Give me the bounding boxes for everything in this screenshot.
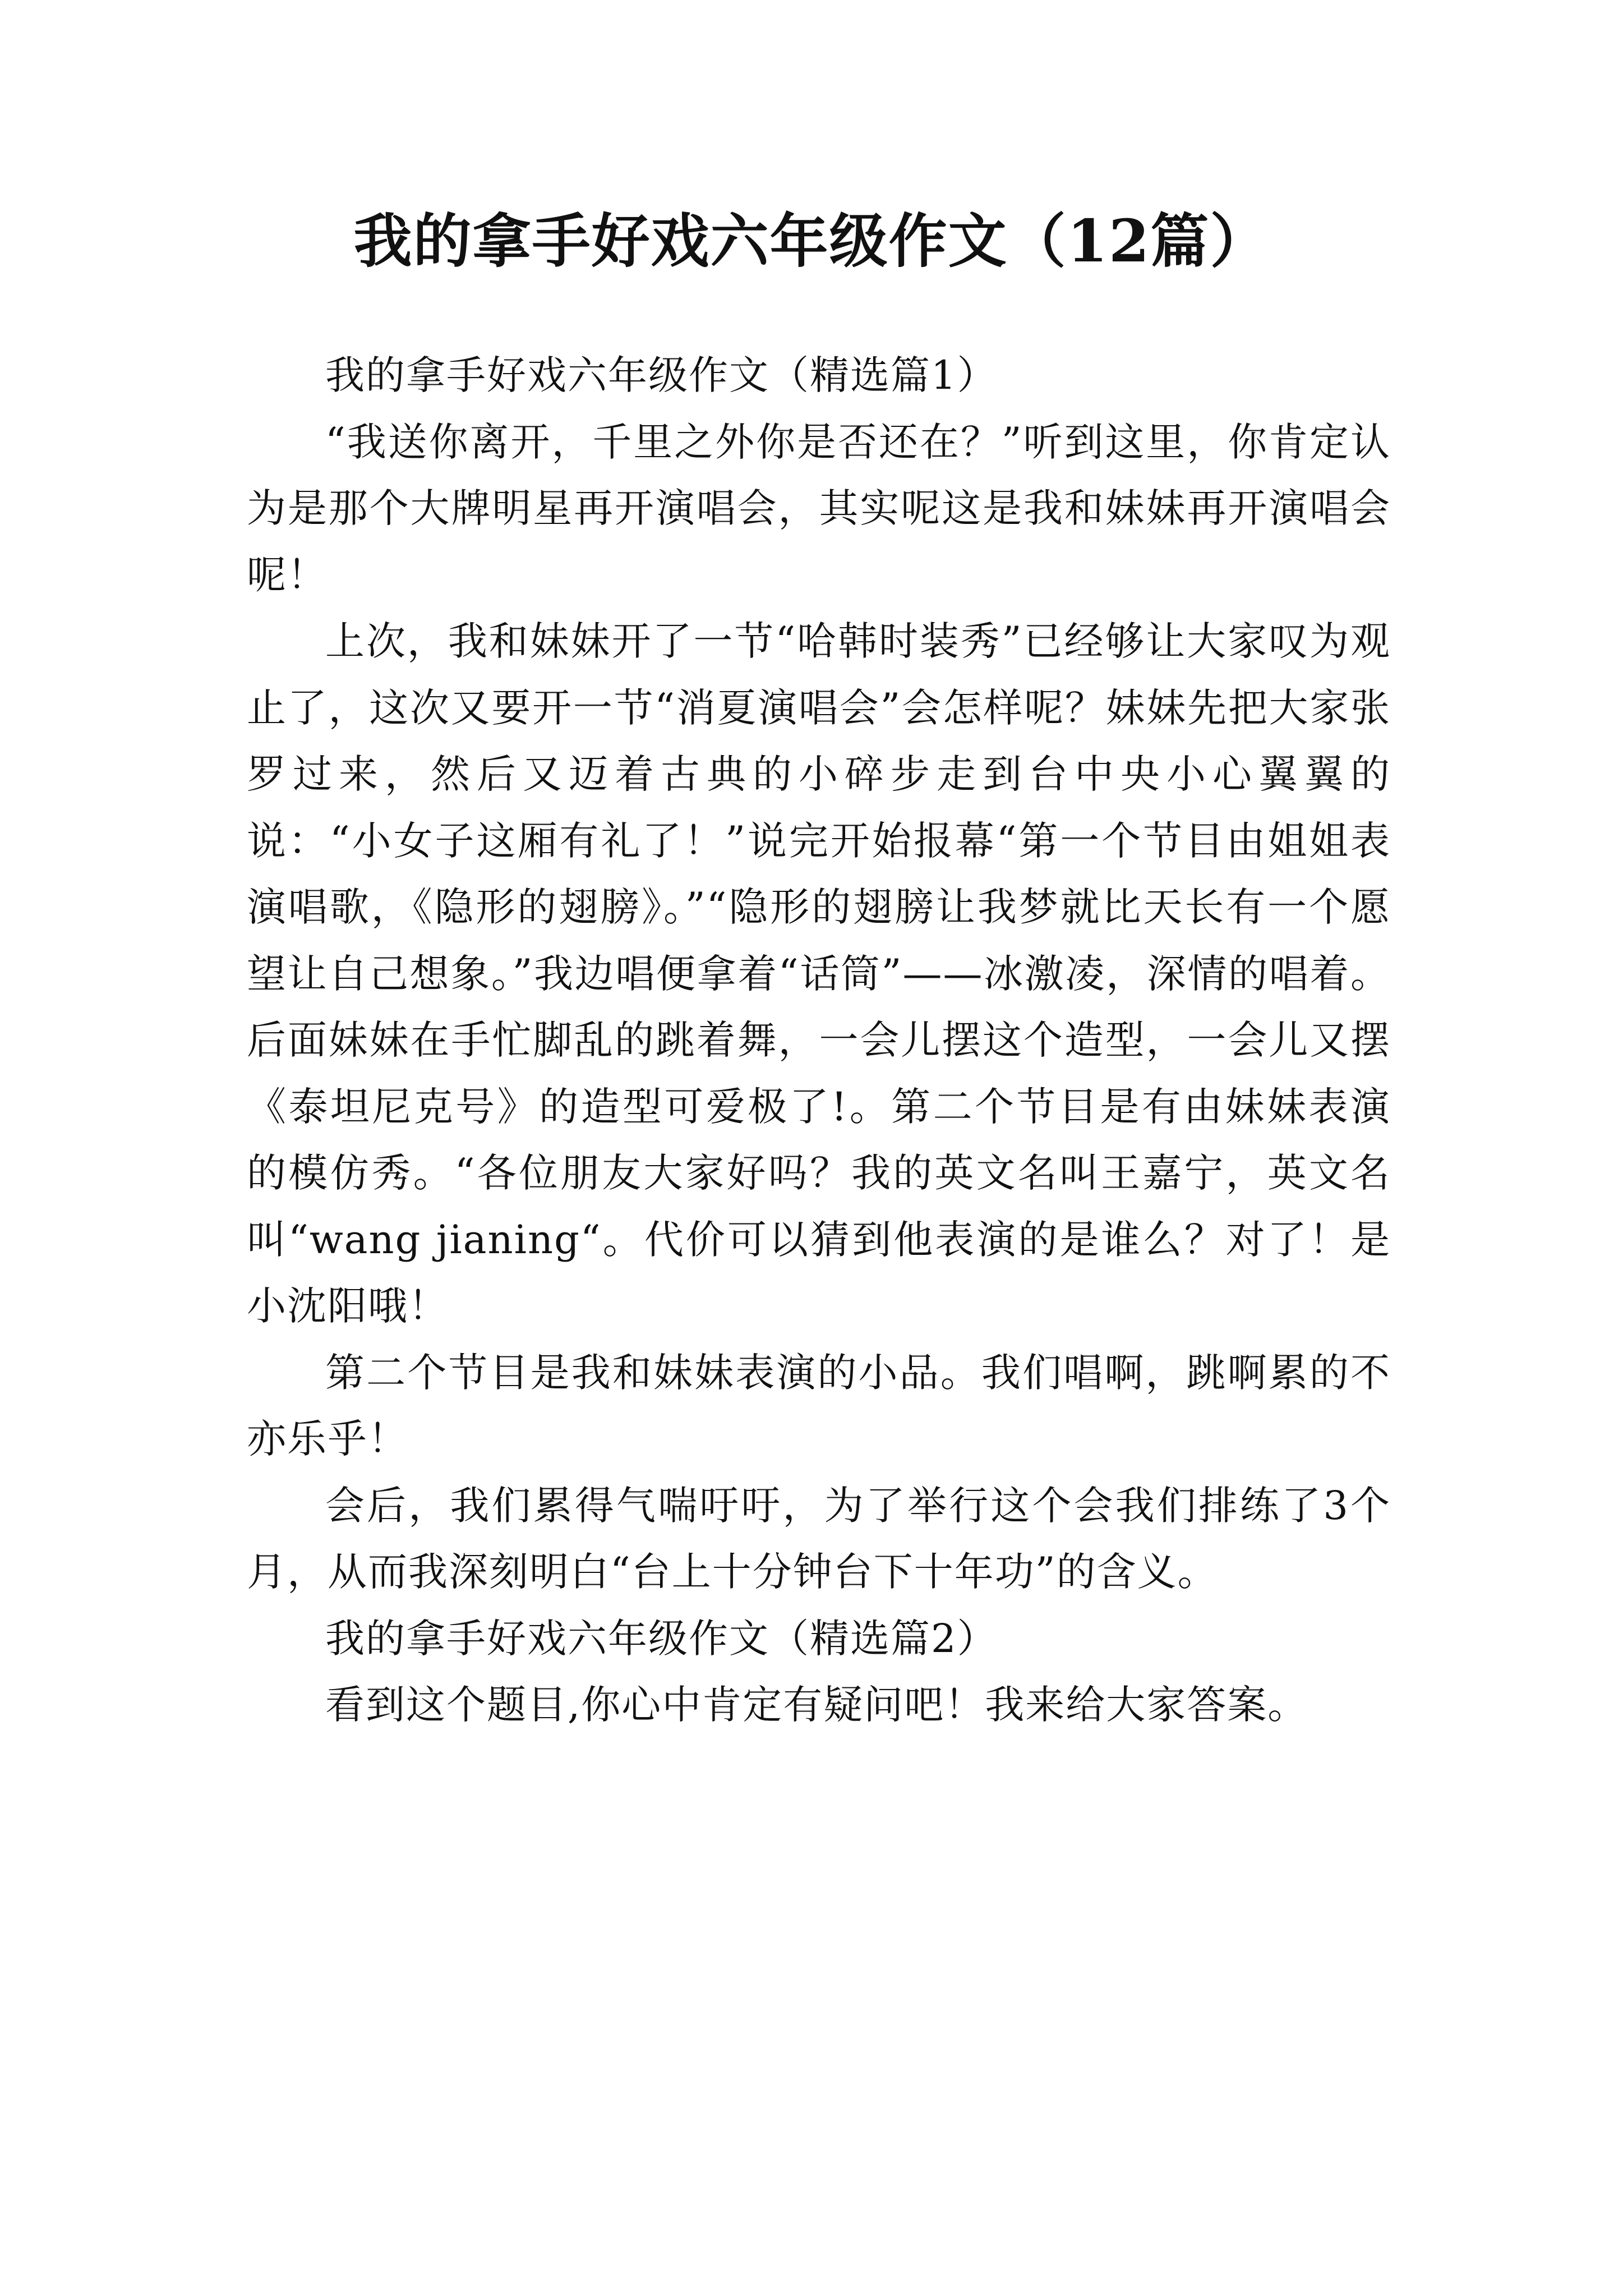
section-heading-1: 我的拿手好戏六年级作文（精选篇1） <box>325 352 998 398</box>
document-title: 我的拿手好戏六年级作文（12篇） <box>353 206 1270 275</box>
paragraph: 看到这个题目,你心中肯定有疑问吧！我来给大家答案。 <box>325 1682 1308 1728</box>
paragraph: 会后，我们累得气喘吁吁，为了举行这个会我们排练了3个月，从而我深刻明白“台上十分钟台下十年功”的含义。 <box>247 1482 1391 1595</box>
document-body <box>247 342 1391 1738</box>
paragraph: 第二个节目是我和妹妹表演的小品。我们唱啊，跳啊累的不亦乐乎！ <box>247 1349 1391 1462</box>
paragraph: “我送你离开，千里之外你是否还在？”听到这里，你肯定认为是那个大牌明星再开演唱会，其实呢这是我和妹妹再开演唱会呢！ <box>247 418 1391 598</box>
paragraph: 上次，我和妹妹开了一节“哈韩时装秀”已经够让大家叹为观止了，这次又要开一节“消夏演唱会”会怎样呢？妹妹先把大家张罗过来，然后又迈着古典的小碎步走到台中央小心翼翼的说：“小女子这厢有礼了！”说完开始报幕“第一个节目由姐姐表演唱歌，《隐形的翅膀》。”“隐形的翅膀让我梦就比天长有一个愿望让自己想象。”我边唱便拿着“话筒”——冰激凌，深情的唱着。后面妹妹在手忙脚乱的跳着舞，一会儿摆这个造型，一会儿又摆《泰坦尼克号》的造型可爱极了!。第二个节目是有由妹妹表演的模仿秀。“各位朋友大家好吗？我的英文名叫王嘉宁，英文名叫“wang jianing“。代价可以猜到他表演的是谁么？对了！是小沈阳哦！ <box>247 618 1391 1329</box>
section-heading-2: 我的拿手好戏六年级作文（精选篇2） <box>325 1615 998 1662</box>
